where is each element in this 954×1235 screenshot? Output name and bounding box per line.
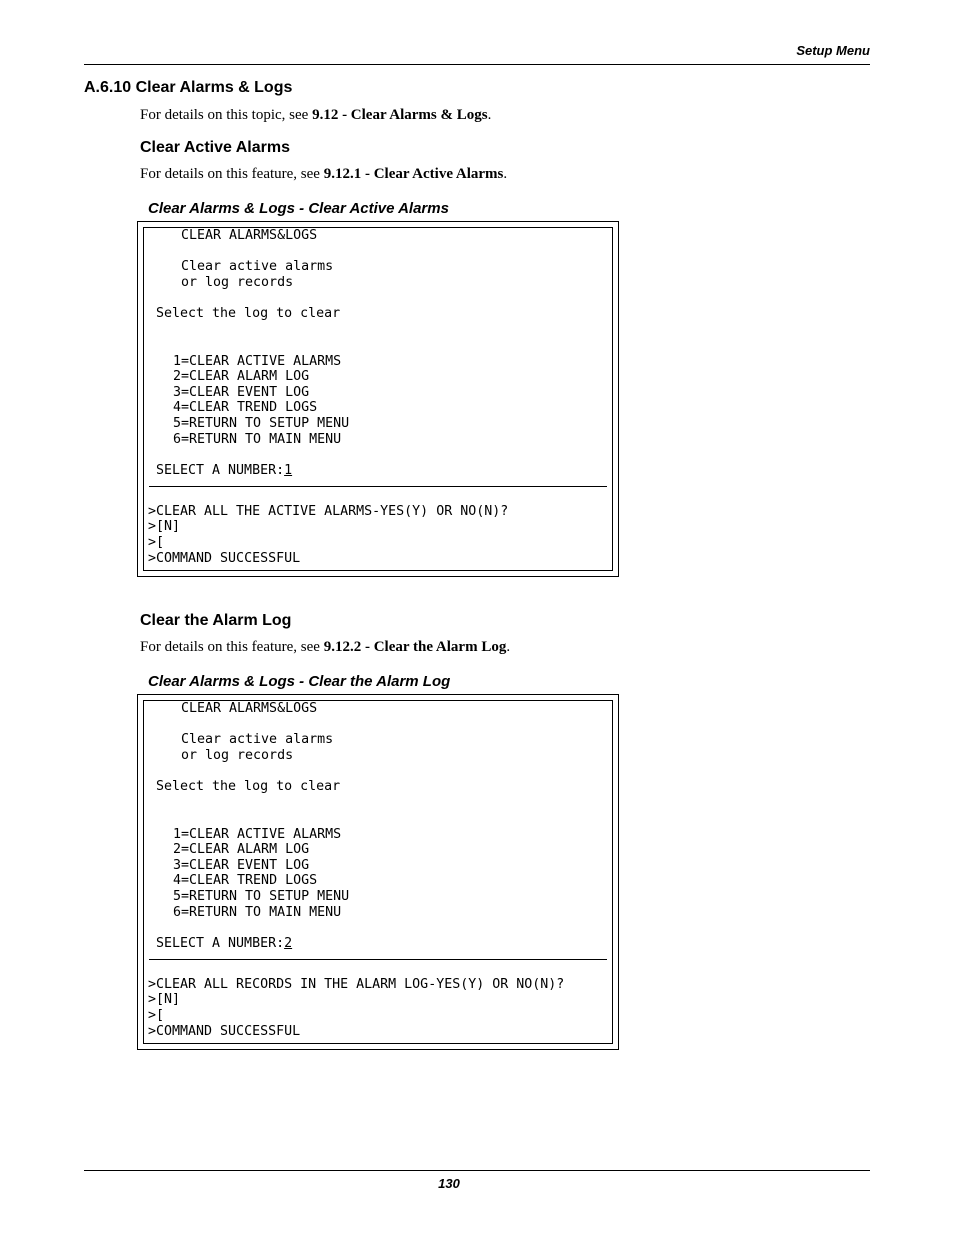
section-title: A.6.10 Clear Alarms & Logs xyxy=(84,79,293,96)
menu-option: 1=CLEAR ACTIVE ALARMS xyxy=(173,827,342,842)
menu-option: 2=CLEAR ALARM LOG xyxy=(173,842,310,857)
running-header: Setup Menu xyxy=(796,43,870,58)
screen-title: CLEAR ALARMS&LOGS xyxy=(181,228,318,243)
console-line: >COMMAND SUCCESSFUL xyxy=(148,1024,301,1039)
console-line: >CLEAR ALL THE ACTIVE ALARMS-YES(Y) OR NO(N)? xyxy=(148,504,509,519)
screen-title: CLEAR ALARMS&LOGS xyxy=(181,701,318,716)
screen-prompt: Select the log to clear xyxy=(156,779,341,794)
menu-option: 3=CLEAR EVENT LOG xyxy=(173,858,310,873)
feature-reference: 9.12.1 - Clear Active Alarms xyxy=(323,166,504,182)
screen-description: Clear active alarms xyxy=(181,732,334,747)
paragraph-clear-active-alarms: For details on this feature, see 9.12.1 - Clear Active Alarms. xyxy=(140,166,508,182)
menu-option: 3=CLEAR EVENT LOG xyxy=(173,385,310,400)
terminal-screen xyxy=(143,700,613,1044)
screen-divider xyxy=(149,486,607,487)
menu-option: 2=CLEAR ALARM LOG xyxy=(173,369,310,384)
menu-option: 6=RETURN TO MAIN MENU xyxy=(173,432,342,447)
console-line: >[ xyxy=(148,535,165,550)
menu-option: 1=CLEAR ACTIVE ALARMS xyxy=(173,354,342,369)
screen-description: or log records xyxy=(181,275,294,290)
menu-option: 5=RETURN TO SETUP MENU xyxy=(173,416,350,431)
selected-number: 2 xyxy=(284,936,293,951)
paragraph-clear-alarm-log: For details on this feature, see 9.12.2 - Clear the Alarm Log. xyxy=(140,639,511,655)
menu-option: 4=CLEAR TREND LOGS xyxy=(173,873,318,888)
section-reference: 9.12 - Clear Alarms & Logs xyxy=(312,107,488,123)
screen-prompt: Select the log to clear xyxy=(156,306,341,321)
menu-option: 4=CLEAR TREND LOGS xyxy=(173,400,318,415)
menu-option: 6=RETURN TO MAIN MENU xyxy=(173,905,342,920)
page-number: 130 xyxy=(438,1176,460,1191)
select-number-prompt: SELECT A NUMBER:1 xyxy=(156,463,293,478)
feature-reference: 9.12.2 - Clear the Alarm Log xyxy=(323,639,507,655)
screen-divider xyxy=(149,959,607,960)
screen-description: or log records xyxy=(181,748,294,763)
menu-option: 5=RETURN TO SETUP MENU xyxy=(173,889,350,904)
section-intro: For details on this topic, see 9.12 - Clear Alarms & Logs. xyxy=(140,107,492,123)
footer-rule xyxy=(84,1170,870,1171)
console-line: >[ xyxy=(148,1008,165,1023)
select-number-prompt: SELECT A NUMBER:2 xyxy=(156,936,293,951)
terminal-screen-figure xyxy=(137,694,619,1050)
subheading-clear-alarm-log: Clear the Alarm Log xyxy=(140,612,292,629)
figure-caption: Clear Alarms & Logs - Clear the Alarm Log xyxy=(148,673,451,690)
console-line: >[N] xyxy=(148,519,181,534)
screen-description: Clear active alarms xyxy=(181,259,334,274)
header-rule xyxy=(84,64,870,65)
console-line: >COMMAND SUCCESSFUL xyxy=(148,551,301,566)
terminal-screen xyxy=(143,227,613,571)
selected-number: 1 xyxy=(284,463,293,478)
console-line: >[N] xyxy=(148,992,181,1007)
figure-caption: Clear Alarms & Logs - Clear Active Alarms xyxy=(148,200,449,217)
terminal-screen-figure xyxy=(137,221,619,577)
console-line: >CLEAR ALL RECORDS IN THE ALARM LOG-YES(Y) OR NO(N)? xyxy=(148,977,565,992)
subheading-clear-active-alarms: Clear Active Alarms xyxy=(140,139,290,156)
